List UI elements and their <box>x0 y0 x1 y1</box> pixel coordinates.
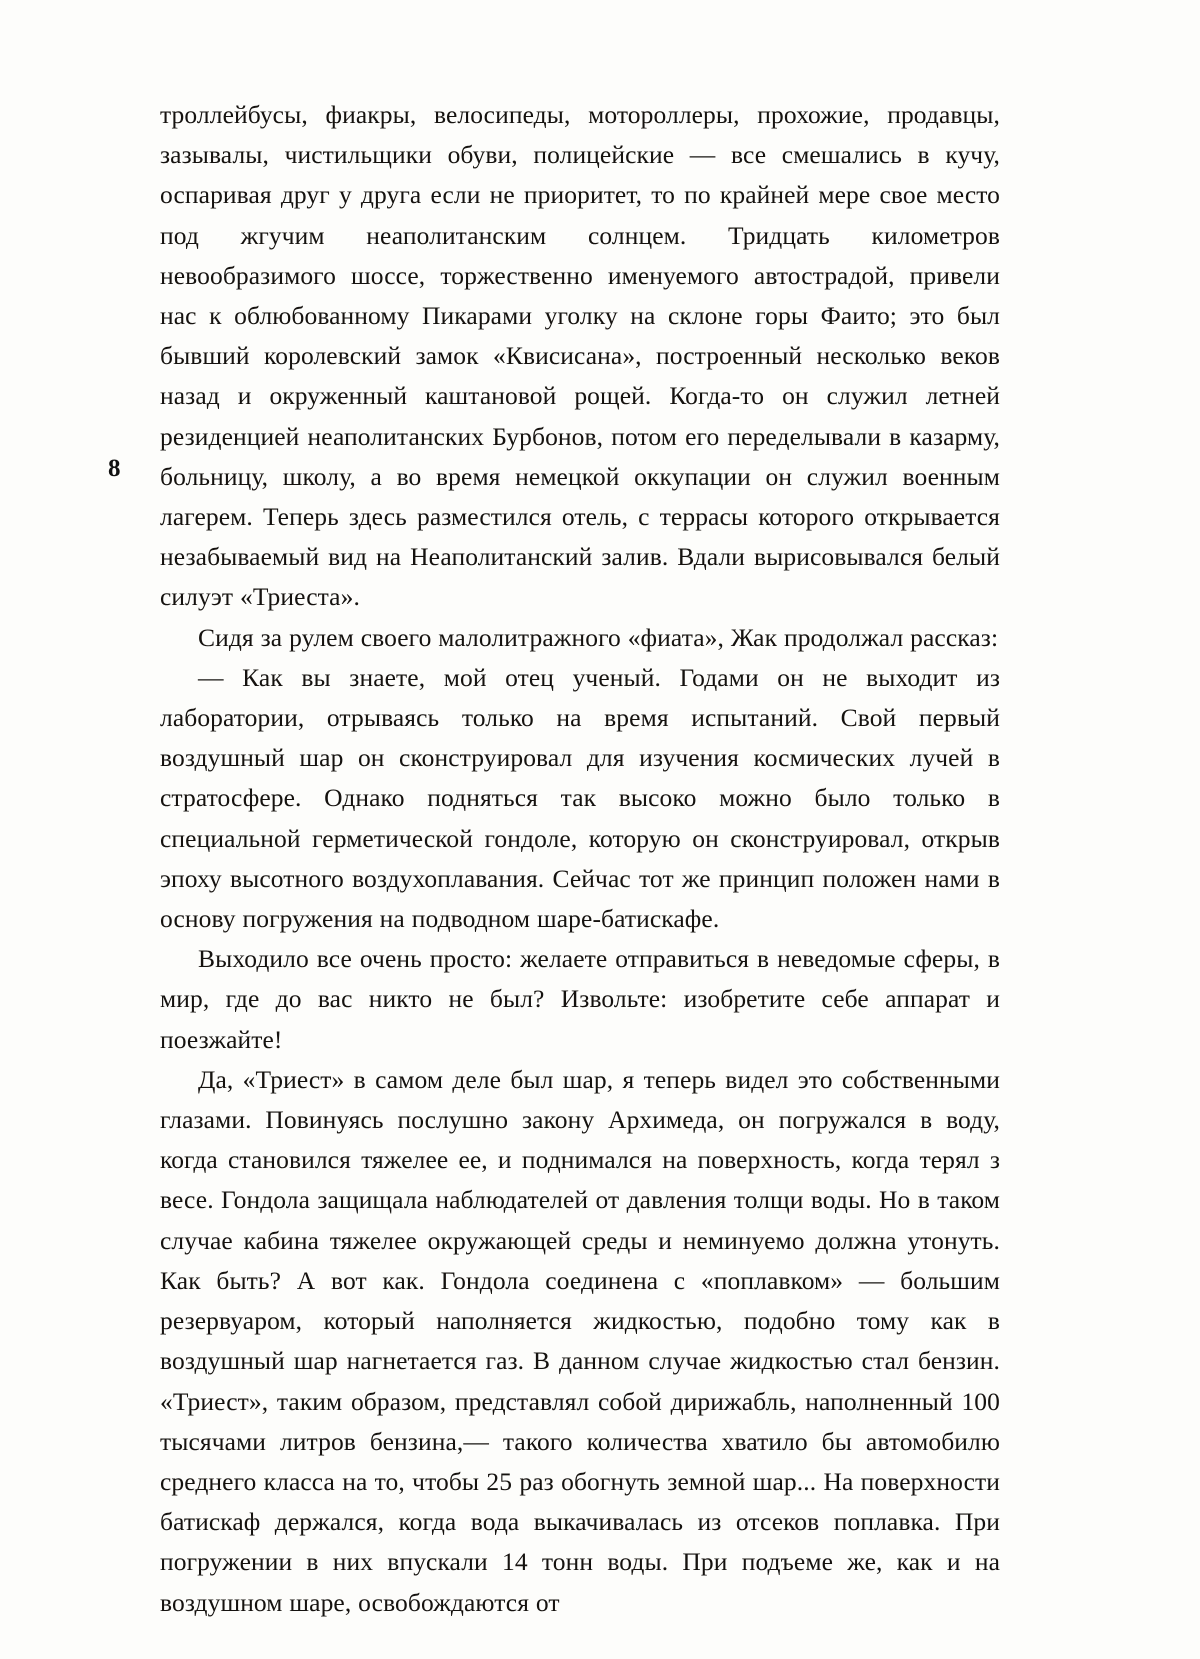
paragraph: Да, «Триест» в самом деле был шар, я теперь видел это собственными глазами. Повинуясь послушно закону Архимеда, он погружался в воду, когда становился тяжелее ее, и поднимался на поверхность, когда терял з весе. Гондола защищала наблюдателей от давления толщи воды. Но в таком случае кабина тяжелее окружающей среды и неминуемо должна утонуть. Как быть? А вот как. Гондола соединена с «поплавком» — большим резервуаром, который наполняется жидкостью, подобно тому как в воздушный шар нагнетается газ. В данном случае жидкостью стал бензин. «Триест», таким образом, представлял собой дирижабль, наполненный 100 тысячами литров бензина,— такого количества хватило бы автомобилю среднего класса на то, чтобы 25 раз обогнуть земной шар... На поверхности батискаф держался, когда вода выкачивалась из отсеков поплавка. При погружении в них впускали 14 тонн воды. При подъеме же, как и на воздушном шаре, освобождаются от <box>160 1064 1000 1617</box>
paragraph: троллейбусы, фиакры, велосипеды, мотороллеры, прохожие, продавцы, зазывалы, чистильщики обуви, полицейские — все смешались в кучу, оспаривая друг у друга если не приоритет, то по крайней мере свое место под жгучим неаполитанским солнцем. Тридцать километров невообразимого шоссе, торжественно именуемого автострадой, привели нас к облюбованному Пикарами уголку на склоне горы Фаито; это был бывший королевский замок «Квисисана», построенный несколько веков назад и окруженный каштановой рощей. Когда-то он служил летней резиденцией неаполитанских Бурбонов, потом его переделывали в казарму, больницу, школу, а во время немецкой оккупации он служил военным лагерем. Теперь здесь разместился отель, с террасы которого открывается незабываемый вид на Неаполитанский залив. Вдали вырисовывался белый силуэт «Триеста». <box>160 100 1000 612</box>
page-number: 8 <box>108 455 121 482</box>
paragraph: Сидя за рулем своего малолитражного «фиата», Жак продолжал рассказ: <box>198 622 999 652</box>
body-text-column <box>160 95 1000 1623</box>
paragraph: Выходило все очень просто: желаете отправиться в неведомые сферы, в мир, где до вас никто не был? Извольте: изобретите себе аппарат и поезжайте! <box>160 944 1000 1054</box>
paragraph: — Как вы знаете, мой отец ученый. Годами он не выходит из лаборатории, отрываясь только на время испытаний. Свой первый воздушный шар он сконструировал для изучения космических лучей в стратосфере. Однако подняться так высоко можно было только в специальной герметической гондоле, которую он сконструировал, открыв эпоху высотного воздухоплавания. Сейчас тот же принцип положен нами в основу погружения на подводном шаре-батискафе. <box>160 662 1000 934</box>
